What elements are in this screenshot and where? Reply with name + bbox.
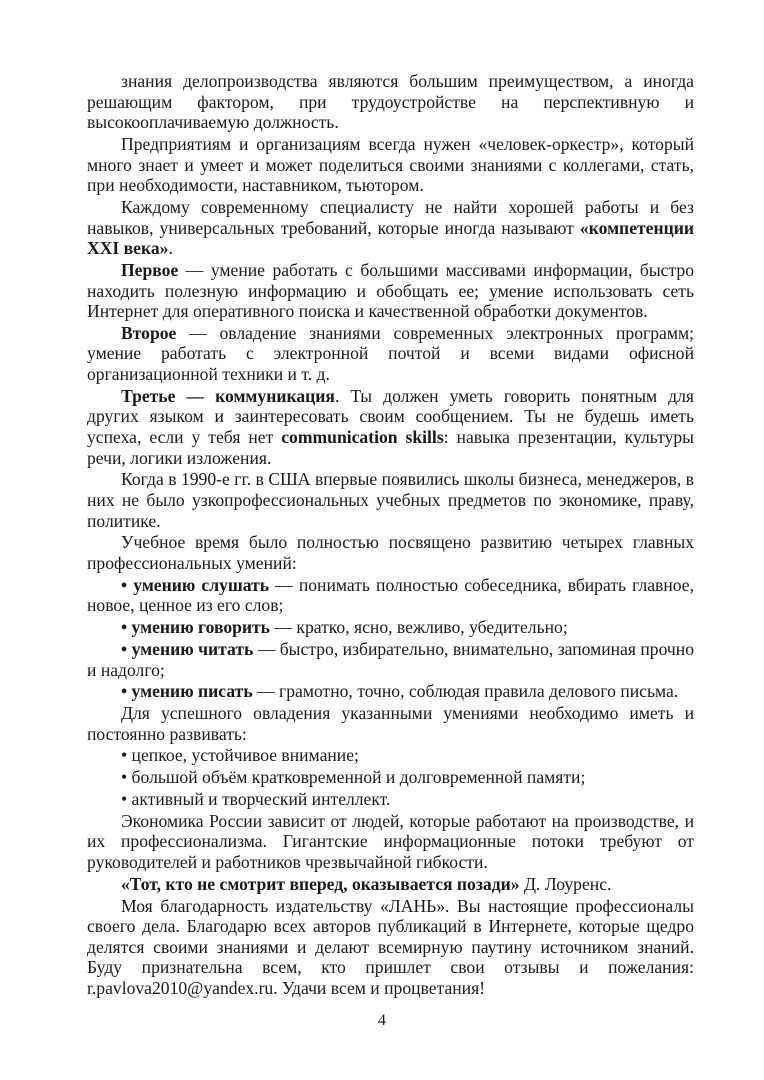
text: Экономика России зависит от людей, которые работают на производстве, и их профессионализма. Гигантские информационные потоки требуют от руководителей и работников чрезвычайной гибкости. bbox=[87, 810, 694, 872]
paragraph bbox=[87, 197, 694, 259]
paragraph bbox=[87, 532, 694, 573]
text: Для успешного овладения указанными умениями необходимо иметь и постоянно развивать: bbox=[87, 703, 694, 744]
page-number: 4 bbox=[378, 1012, 386, 1029]
bold-text: communication skills bbox=[281, 427, 444, 448]
text: — быстро, избирательно, внимательно, запоминая прочно и надолго; bbox=[87, 638, 694, 680]
bold-text: Третье — коммуникация bbox=[121, 385, 335, 406]
text: — умение работать с большими массивами информации, быстро находить полезную информацию и обобщать ее; умение использовать сеть Интернет для оперативного поиска и качественной обработки документов. bbox=[87, 259, 694, 322]
bold-text: • умению писать bbox=[121, 681, 253, 702]
paragraph bbox=[87, 703, 694, 744]
paragraph bbox=[87, 681, 694, 702]
text: . Ты должен уметь говорить понятным для других языком и заинтересовать своим сообщением. Ты не будешь иметь успеха, если у тебя нет bbox=[87, 385, 695, 448]
paragraph bbox=[87, 134, 694, 196]
text: Когда в 1990-е гг. в США впервые появились школы бизнеса, менеджеров, в них не было узкопрофессиональных учебных предметов по экономике, праву, политике. bbox=[87, 469, 694, 531]
paragraph bbox=[87, 767, 694, 788]
text: знания делопроизводства являются большим преимуществом, а иногда решающим фактором, при трудоустройстве на перспективную и высокооплачиваемую должность. bbox=[87, 71, 694, 133]
text: — кратко, ясно, вежливо, убедительно; bbox=[270, 617, 568, 638]
paragraph bbox=[87, 469, 694, 531]
text: Каждому современному специалисту не найти хорошей работы и без навыков, универсальных требований, которые иногда называют bbox=[87, 196, 694, 238]
paragraph bbox=[87, 575, 694, 616]
text: • активный и творческий интеллект. bbox=[121, 789, 391, 809]
paragraph bbox=[87, 260, 694, 322]
bold-text: Второе bbox=[121, 322, 177, 343]
paragraph bbox=[87, 874, 694, 895]
paragraph bbox=[87, 386, 694, 468]
paragraph bbox=[87, 811, 694, 873]
paragraph bbox=[87, 323, 694, 385]
paragraph bbox=[87, 789, 694, 810]
text: — понимать полностью собеседника, вбирать главное, новое, ценное из его слов; bbox=[87, 574, 694, 616]
text: Предприятиям и организациям всегда нужен «человек-оркестр», который много знает и умеет и может поделиться своими знаниями с коллегами, стать, при необходимости, наставником, тьютором. bbox=[87, 133, 694, 196]
text: . bbox=[168, 238, 173, 259]
bold-text: • умению читать bbox=[121, 638, 254, 659]
bold-text: • умению говорить bbox=[121, 617, 270, 638]
text: : навыка презентации, культуры речи, логики изложения. bbox=[87, 427, 694, 468]
page-body bbox=[87, 71, 694, 1000]
text: — грамотно, точно, соблюдая правила делового письма. bbox=[252, 681, 679, 702]
bold-text: «компетенции XXI века» bbox=[87, 217, 694, 259]
bold-text: Первое bbox=[121, 259, 179, 280]
text: Моя благодарность издательству «ЛАНЬ». Вы настоящие профессионалы своего дела. Благодарю всех авторов публикаций в Интернете, которые щедро делятся своими знаниями и делают всемирную паутину источником знаний. Буду признательна всем, кто пришлет свои отзывы и пожелания: r.pavlova2010@yandex.ru. Удачи всем и процветания! bbox=[87, 895, 694, 998]
bold-text: • умению слушать bbox=[121, 574, 270, 595]
text: • цепкое, устойчивое внимание; bbox=[121, 745, 359, 766]
paragraph bbox=[87, 896, 694, 999]
paragraph bbox=[87, 745, 694, 766]
paragraph bbox=[87, 617, 694, 638]
paragraph bbox=[87, 71, 694, 133]
bold-text: «Тот, кто не смотрит вперед, оказывается позади» bbox=[121, 873, 520, 894]
text: Учебное время было полностью посвящено развитию четырех главных профессиональных умений: bbox=[87, 532, 694, 573]
text: — овладение знаниями современных электронных программ; умение работать с электронной почтой и всеми видами офисной организационной техники и т. д. bbox=[87, 322, 694, 385]
text: • большой объём кратковременной и долговременной памяти; bbox=[121, 767, 586, 788]
paragraph bbox=[87, 639, 694, 680]
text: Д. Лоуренс. bbox=[519, 873, 612, 894]
